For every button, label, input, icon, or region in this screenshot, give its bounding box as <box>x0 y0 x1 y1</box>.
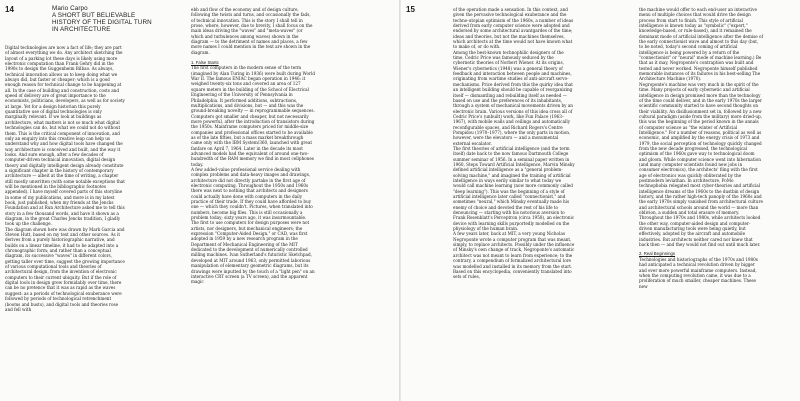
paragraph: of the operation made a sensation. In this context, and given the pervasive technological exuberance and the techno-utopian optimism of the 1960s, a number of ideas derived from early computer science were adopted and endorsed by some architectural avantgardes of the time; ideas and theories, but not the machines themselves, which architects at the time would not have known what to make of, or do with. <box>453 7 574 50</box>
paragraph: The first theories of artificial intelligence (and the term itself) date back to the now famous Dartmouth College summer seminar of 1956. In a seminal paper written in 1960, Steps Toward Artificial Intelligence, Marvin Minsky defined artificial intelligence as a "general problem-solving machine," and imagined the training of artificial intelligence in ways eerily similar to what today we would call machine learning (now more commonly called "deep learning"). This was the beginning of a style of artificial intelligence later called "connectionist," and sometimes "neural," which Minsky eventually made his enemy of choice and devoted the rest of his life to denouncing — starting with his notorious aversion to Frank Rosenblatt's Perceptron (circa 1958), an electronic device with learning skills purportedly modelled on the physiology of the human brain. <box>453 145 575 232</box>
section-heading: 2. Real Beginnings <box>639 251 676 257</box>
page-number-left: 14 <box>5 5 14 14</box>
paragraph: The first computers in the modern sense of the term (imagined by Alan Turing in 1936) were built during World War II. The famous ENIAC began operation in 1946: it weighed twenty-six tons and covered an area of 127 square meters in the building of the School of Electrical Engineering of the University of Pennsylvania in Philadelphia. It performed additions, subtractions, multiplications, and divisions, but — and this was the ground-breaking novelty — in reprogrammable sequences. Computers got smaller and cheaper, but not necessarily more powerful, after the introduction of transistors during the 1950s. Mainframe computers priced for middle-size companies and professional offices started to be available as of the late fifties, but a mass market breakthrough came only with the IBM System/360, launched with great fanfare on April 7, 1964. Later in the decade its most advanced models had the equivalent of around one-two-hundredth of the RAM memory we find in most cellphones today. <box>191 65 315 167</box>
chapter-title-line3: IN ARCHITECTURE <box>52 26 111 33</box>
paragraph: Digital technologies are now a fact of life; they are part of almost everything we do. Any architect sketching the layout of a parking lot these days is likely using more electronic computation than Frank Gehry did in the 1990s to design the Guggenheim Bilbao. As always, technical innovation allows us to keep doing what we always did, but faster or cheaper; which is a good enough reason for technical change to be happening at all. In the case of building and construction, costs and speed of delivery are of great importance to the economists, politicians, developers, as well as for society at large. Yet for a design historian this purely quantitative use of digital technologies is only marginally relevant. If we look at buildings as architecture, what matters is not so much what digital technologies can do, but what we could not do without them. This is the critical component of innovation, and only an enquiry into this creative leap can help us understand why and how digital tools have changed the way architecture is conceived and built, and the way it looks. And sure enough, after a few decades of computer-driven technical innovation, digital design theory and digitally intelligent design already constitute a significant chapter in the history of contemporary architecture — albeit at the time of writing, a chapter still mostly unwritten (with some notable exceptions that will be mentioned in the bibliographic footnotes appended). I have myself covered parts of this storyline in some of my publications, and more is in my latest book, just published, when my friends at the Jencks Foundation and at Run Architecture asked me to tell this story in a few thousand words, and have it shown as a diagram, in the great Charles Jencks tradition, I gladly took up the challenge. <box>5 45 125 227</box>
left-page <box>0 0 399 401</box>
running-head <box>52 5 162 33</box>
right-page <box>401 0 800 401</box>
paragraph: Among the best-known technophilic designers of the time, Cedric Price was famously seduced by the cybernetic theories of Norbert Wiener. At its origins, Wiener's cybernetics (1948) was a general theory of feedback and interaction between people and machines, originating from wartime studies of anti-aircraft servo-mechanisms. Price derived from this the quirky idea that an intelligent building should be capable of reorganizing itself — dismantling and rebuilding itself as needed — based on use and the preferences of its inhabitants, through a system of mechanical movements driven by an electronic brain. Various versions of this idea cross all of Cedric Price's (unbuilt) work, like Fun Palace (1963–1967), with mobile walls and ceilings and automatically reconfigurable spaces, and Richard Rogers's Centre Pompidou (1970–1977), where the only parts in motion, however, were the elevators — and a monumental external escalator. <box>453 49 573 146</box>
left-column-1 <box>5 45 125 312</box>
paragraph: A few years later, back at MIT, a very young Nicholas Negroponte wrote a computer program that was meant, simply, to replace architects. Possibly under the influence of Minsky's own change of track, Negroponte's automatic architect was not meant to learn from experience; to the contrary, a compendium of formalized architectural lore was modelled and installed in its memory from the start. Based on this encyclopedia, conveniently translated into sets of rules, <box>453 231 575 280</box>
page-number-right: 15 <box>406 5 415 14</box>
paragraph: The diagram shown here was drawn by Mark Garcia and Steven Hutt, based on my text and other sources. As it derives from a purely historiographic narrative, and builds on a linear timeline, it had to be adapted into a chronographic form; and rather than a conceptual diagram, its successive "waves" in different colors, getting taller over time, suggest the growing importance of various computational tools and theories of architectural design, from the invention of electronic computers to their current ubiquity. But if the role of digital tools in design grew formidably over time, there can be no pretence that it was as rapid as the waves suggest: as a periods of technological exuberance were followed by periods of technological retrenchment (booms and busts), and digital tools and theories rose and fell with <box>5 226 125 312</box>
paragraph: A few added-value professional service dealing with complex problems and data-heavy images and drawings, architecture did not directly partake in the first age of electronic computing. Throughout the 1950s and 1960s there was next to nothing that architects and designers could actually have done with computers in the daily practice of their trade. If they could have afforded to buy one — which they couldn't. Pictures, when translated into numbers, become big files. This is still occasionally a problem today; sixty years ago, it was insurmountable. The first to use computers for design purposes were not artists, nor designers, but mechanical engineers; the expression "Computer-Aided Design," or CAD, was first adopted in 1959 by a new research program in the Department of Mechanical Engineering of the MIT dedicated to the development of numerically controlled milling machines. Ivan Sutherland's futuristic Sketchpad, developed at MIT around 1963, only permitted laborious manipulation of elementary geometric diagrams, but its drawings were inputted by the touch of a "light pen" on an interactive CRT screen (a TV screen), and the apparent magic <box>191 166 315 285</box>
author-name: Mario Carpo <box>52 5 88 12</box>
right-column-2 <box>639 7 763 289</box>
paragraph: ebb and flow of the economy and of design culture, following the twists and turns, and occasionally the fads, of technical innovation. This is the story I shall tell in prose, where, however, due to brevity, I shall focus on the main ideas driving the "waves" and "meta-waves" (or which and turbulences among waves) shown in the diagram — to the detriment of names and places, a few more names I could mention in the text are shown in the diagram. <box>191 7 313 55</box>
section-heading: 1. False Starts <box>191 60 219 66</box>
paragraph: Negroponte's machine was very much in the spirit of the time. Many projects of early cybernetic and artificial intelligence in design promised more than the technology of the time could deliver, and in the early 1970s the larger scientific community started to have second thoughts on their viability. An disillusionment set in, followed by a new cultural paradigm (aside from the military) more dried-up, this was the beginning of the period known in the annals of computer science as "the winter of Artificial Intelligence." For a number of reasons, political as well as economic, and amplified by the energy crisis of 1973 and 1979, the social perception of technology quickly changed from the new decade progressed, the technological optimism of the 1960s gave way to technological doom and gloom. While computer science went into hibernation (and many computer scientists found new jobs in consumer electronics), the architects' fling with the first age of electronics was quickly obliterated by the postmodern leviathan. In architecture, PoMo technophobia relegated most cyber-theories and artificial intelligence dreams of the 1960s to the dustbin of design history, and the rather high-tech panoply of the 1960s and the early 1970s simply vanished from architectural culture and architectural schools around the world — more than oblivion, a sudden and total erasure of memory. Throughout the 1970s and 1980s, while architects looked the other way, computer-aided design and computer-driven manufacturing tools were being quietly, but effectively, adopted by the aircraft and automobile industries. But architects neither cared nor knew that back then — and they would not find out until much later. <box>639 81 763 248</box>
chapter-title-line2: HISTORY OF THE DIGITAL TURN <box>52 19 152 26</box>
chapter-title-line1: A SHORT BUT BELIEVABLE <box>52 12 136 19</box>
right-column-1 <box>453 7 575 280</box>
left-column-2 <box>191 7 315 285</box>
paragraph: Technologies and historiographs of the 1970s and 1980s had anticipated a technical revolution driven by bigger and ever more powerful mainframe computers. Instead, when the computing revolution came, it was due to a proliferation of much smaller, cheaper machines. These new <box>639 256 758 289</box>
paragraph: the machine would offer to each end-user an interactive menu of multiple choices that would drive the design process from start to finish. This style of artificial intelligence is known today as "symbolic" ("expert," knowledge-based, or rule-based), and it remained the dominant mode of artificial intelligence after the demise of the early connectionist wave and almost to this day (but, to be noted, today's second coming of artificial intelligence is being powered by a return of the "connectionist" or "neural" mode of machine learning.) Be that as it may, Negroponte's contraption was built and tested and never worked. Negroponte himself published memorable instances of its failures in his best-selling The Architecture Machine (1970). <box>639 7 764 82</box>
